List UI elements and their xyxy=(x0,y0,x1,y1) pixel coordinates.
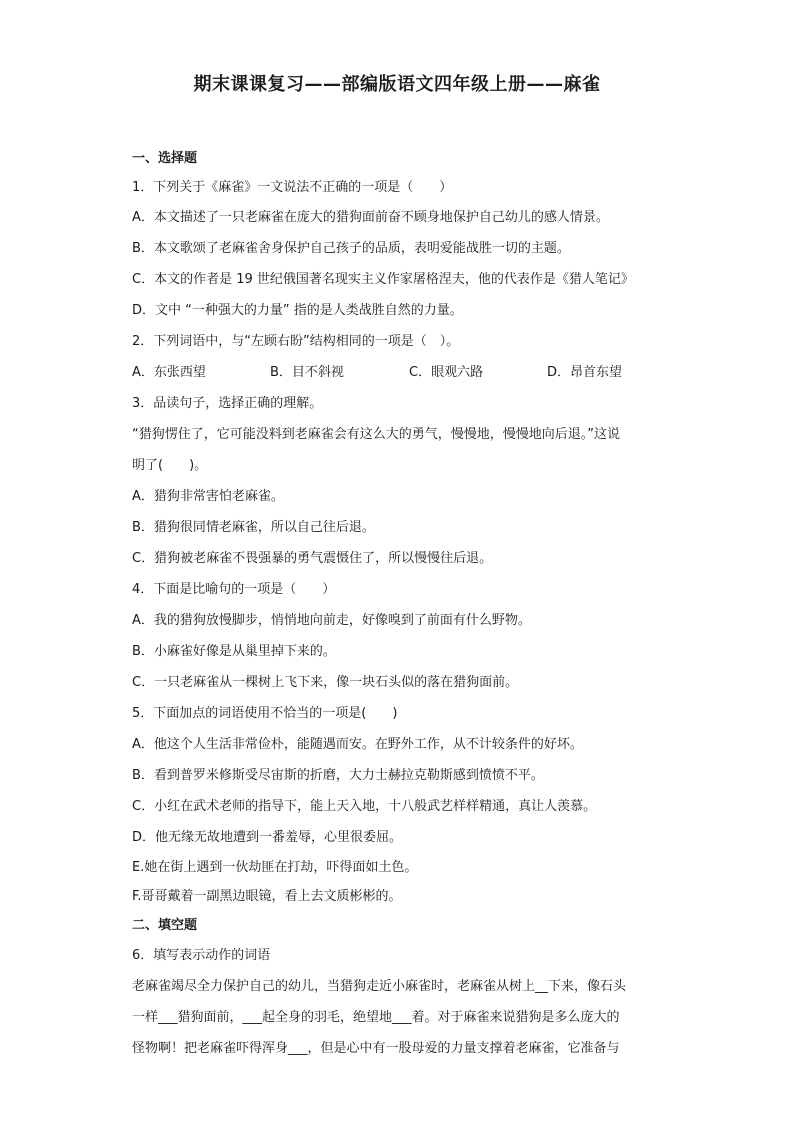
question-1-option-c: C．本文的作者是 19 世纪俄国著名现实主义作家屠格涅夫，他的代表作是《猎人笔记》 xyxy=(132,272,634,287)
question-3-option-c: C．猎狗被老麻雀不畏强暴的勇气震慑住了，所以慢慢往后退。 xyxy=(132,551,493,566)
question-2-option-d: D．昂首东望 xyxy=(547,365,623,380)
question-3-quote-line-2: 明了( )。 xyxy=(132,458,208,473)
question-1-option-a: A．本文描述了一只老麻雀在庞大的猎狗面前奋不顾身地保护自己幼儿的感人情景。 xyxy=(132,210,609,225)
question-3-stem: 3．品读句子，选择正确的理解。 xyxy=(132,396,323,411)
question-1-option-d: D．文中 “一种强大的力量” 指的是人类战胜自然的力量。 xyxy=(132,303,463,318)
question-2-option-a: A．东张西望 xyxy=(132,365,206,380)
question-2-option-c: C．眼观六路 xyxy=(409,365,484,380)
section-heading-choice: 一、选择题 xyxy=(132,151,198,166)
document-body xyxy=(132,144,662,1064)
question-6-text-line-3: 怪物啊！把老麻雀吓得浑身___，但是心中有一股母爱的力量支撑着老麻雀，它准备与 xyxy=(132,1041,620,1056)
question-5-option-e: E.她在街上遇到一伙劫匪在打劫，吓得面如土色。 xyxy=(132,860,418,875)
question-4-stem: 4．下面是比喻句的一项是（ ） xyxy=(132,582,336,597)
question-5-option-a: A．他这个人生活非常俭朴，能随遇而安。在野外工作，从不计较条件的好坏。 xyxy=(132,737,583,752)
question-2-option-b: B．目不斜视 xyxy=(270,365,344,380)
question-4-option-c: C．一只老麻雀从一棵树上飞下来，像一块石头似的落在猎狗面前。 xyxy=(132,675,519,690)
question-2-options xyxy=(132,357,662,388)
question-6-text-line-1: 老麻雀竭尽全力保护自己的幼儿，当猎狗走近小麻雀时，老麻雀从树上__下来，像石头 xyxy=(132,979,627,994)
question-5-option-c: C．小红在武术老师的指导下，能上天入地，十八般武艺样样精通，真让人羡慕。 xyxy=(132,799,597,814)
question-1-option-b: B．本文歌颂了老麻雀舍身保护自己孩子的品质，表明爱能战胜一切的主题。 xyxy=(132,241,570,256)
question-4-option-b: B．小麻雀好像是从巢里掉下来的。 xyxy=(132,644,336,659)
question-3-option-b: B．猎狗很同情老麻雀，所以自己往后退。 xyxy=(132,520,375,535)
question-6-text-line-2: 一样___猎狗面前，___起全身的羽毛，绝望地___着。对于麻雀来说猎狗是多么庞大的 xyxy=(132,1010,620,1025)
page-title: 期末课课复习——部编版语文四年级上册——麻雀 xyxy=(193,74,601,95)
section-heading-fill: 二、填空题 xyxy=(132,918,198,933)
question-5-option-d: D．他无缘无故地遭到一番羞辱，心里很委屈。 xyxy=(132,830,403,845)
question-4-option-a: A．我的猎狗放慢脚步，悄悄地向前走，好像嗅到了前面有什么野物。 xyxy=(132,613,531,628)
question-1-stem: 1．下列关于《麻雀》一文说法不正确的一项是（ ） xyxy=(132,180,453,195)
question-5-option-b: B．看到普罗米修斯受尽宙斯的折磨，大力士赫拉克勒斯感到愤愤不平。 xyxy=(132,768,544,783)
question-6-stem: 6．填写表示动作的词语 xyxy=(132,948,271,963)
question-5-option-f: F.哥哥戴着一副黑边眼镜，看上去文质彬彬的。 xyxy=(132,889,402,904)
question-5-stem: 5．下面加点的词语使用不恰当的一项是( ) xyxy=(132,706,398,721)
question-3-option-a: A．猎狗非常害怕老麻雀。 xyxy=(132,489,284,504)
question-2-stem: 2．下列词语中，与“左顾右盼”结构相同的一项是（ ）。 xyxy=(132,334,460,349)
question-3-quote-line-1: “猎狗愣住了，它可能没料到老麻雀会有这么大的勇气，慢慢地，慢慢地向后退。”这说 xyxy=(132,427,620,442)
